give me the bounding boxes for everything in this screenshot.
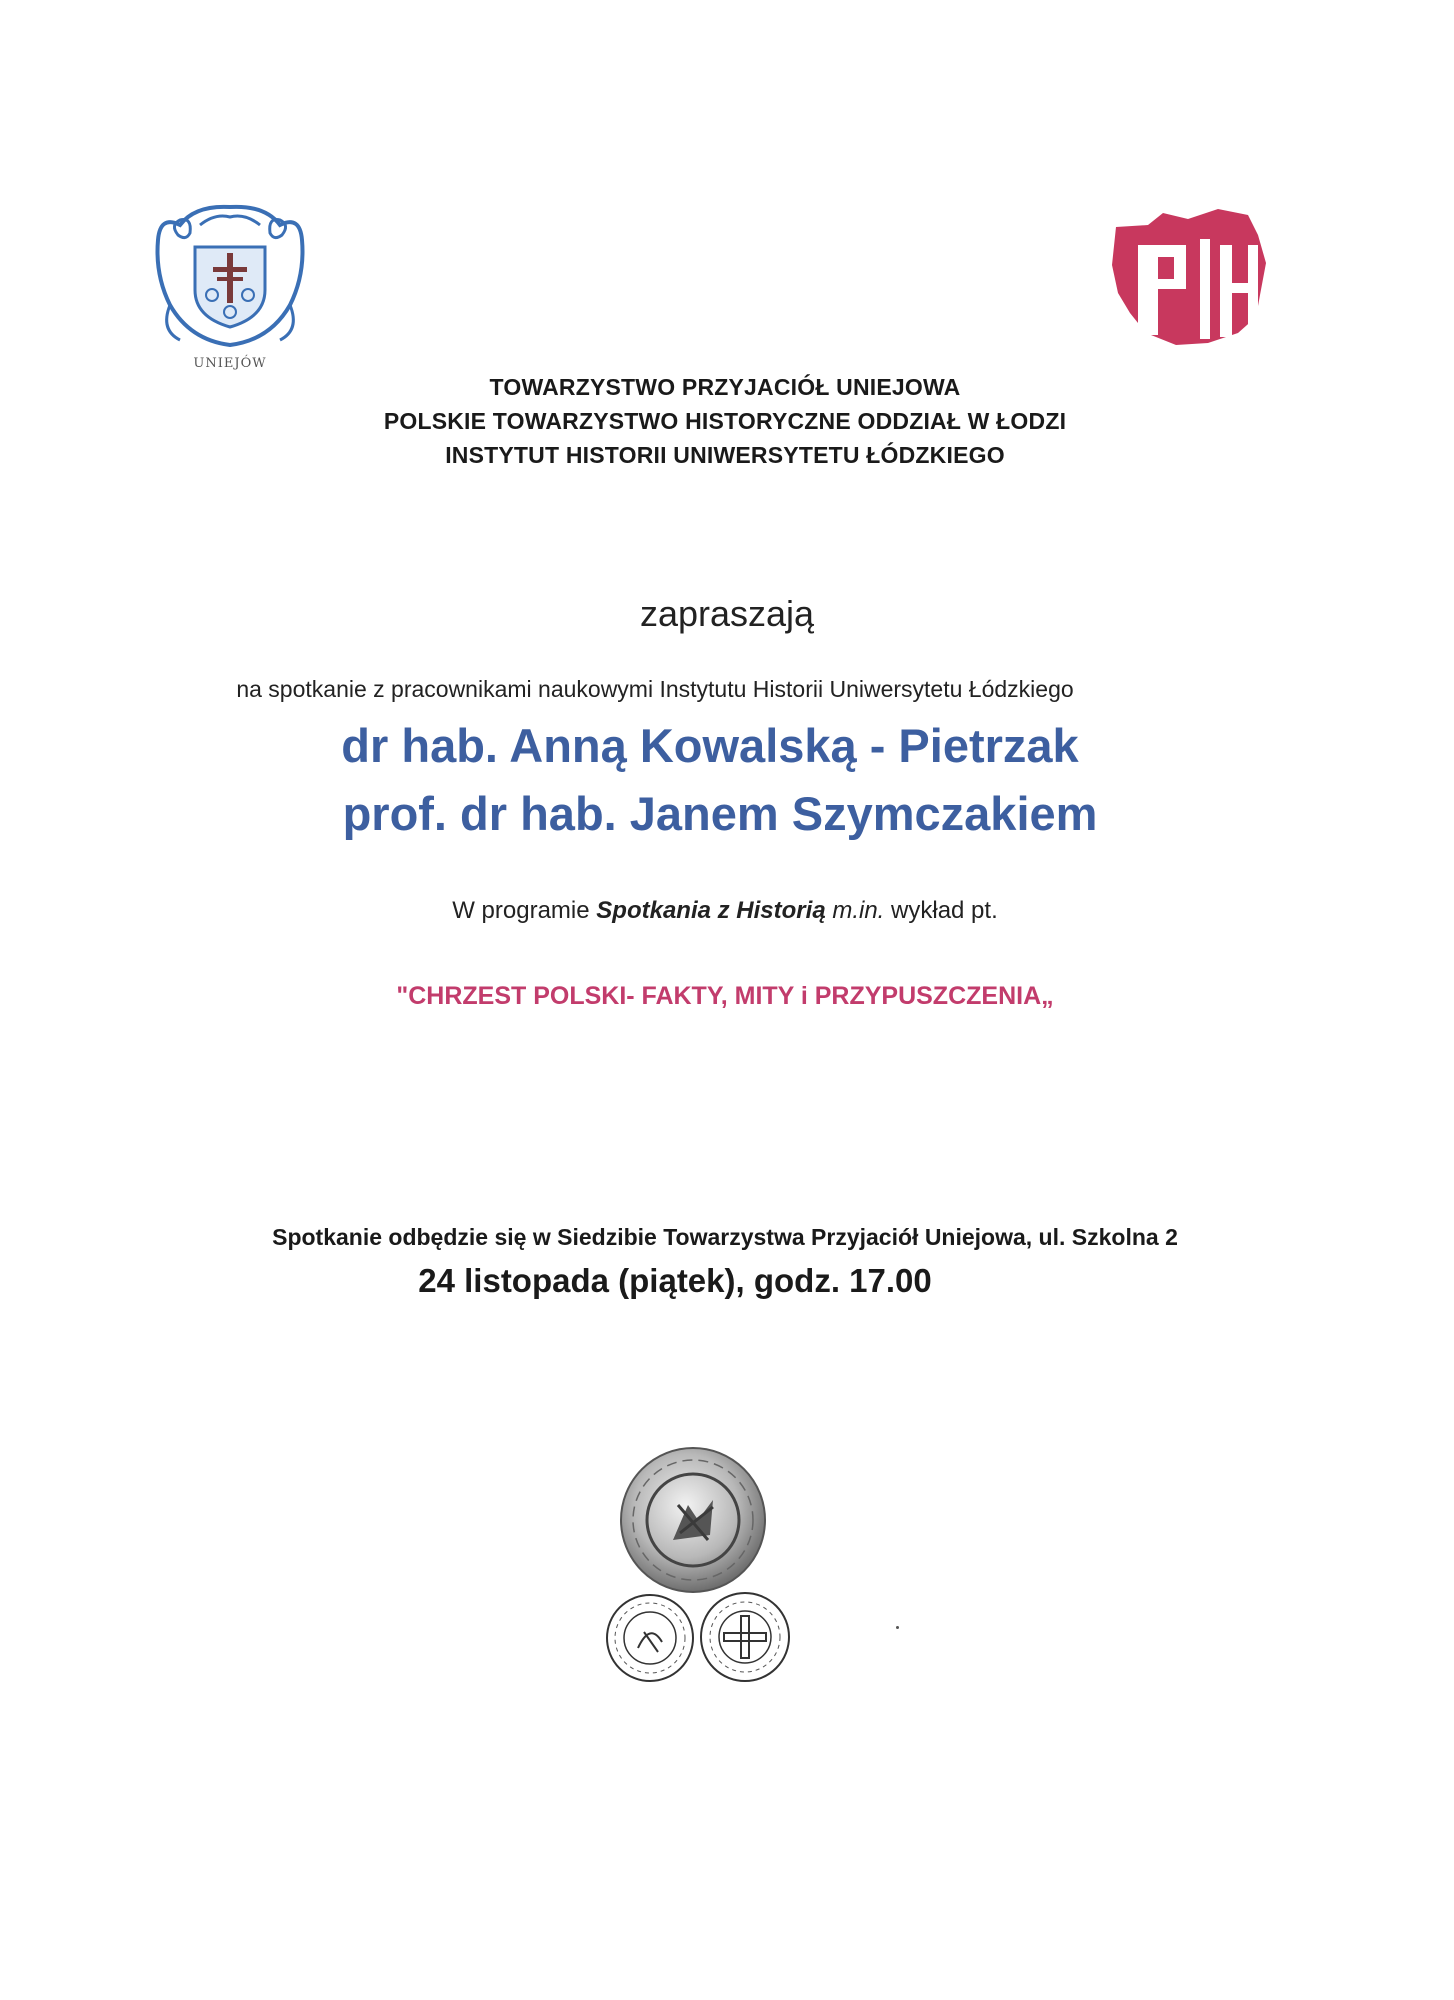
pth-logo-icon [1108, 205, 1273, 355]
coin-drawing-image [698, 1590, 792, 1684]
program-line [300, 897, 1150, 925]
coin-cross-sketch-icon [698, 1590, 792, 1684]
speaker-name: dr hab. Anną Kowalską - Pietrzak [341, 719, 1079, 772]
pth-logo [1108, 205, 1273, 355]
coin-sketch-icon [604, 1592, 696, 1684]
date-line: 24 listopada (piątek), godz. 17.00 [418, 1262, 932, 1299]
scan-speck [896, 1626, 899, 1629]
coin-drawing-image [604, 1592, 696, 1684]
invite-verb: zapraszają [639, 593, 815, 634]
uniejow-caption: UNIEJÓW [193, 356, 267, 371]
program-suffix: wykład pt. [884, 897, 998, 924]
coin-large-image [618, 1445, 768, 1595]
uniejow-logo [150, 195, 310, 375]
program-prefix: W programie [452, 897, 597, 924]
venue-line: Spotkanie odbędzie się w Siedzibie Towarzystwa Przyjaciół Uniejowa, ul. Szkolna 2 [272, 1224, 1178, 1250]
meeting-intro: na spotkanie z pracownikami naukowymi Instytutu Historii Uniwersytetu Łódzkiego [236, 676, 1074, 702]
silver-coin-icon [618, 1445, 768, 1595]
organizers-block [300, 370, 1150, 472]
organizer-line: INSTYTUT HISTORII UNIWERSYTETU ŁÓDZKIEGO [445, 442, 1005, 468]
lecture-title: "CHRZEST POLSKI- FAKTY, MITY i PRZYPUSZCZENIA„ [396, 982, 1054, 1010]
program-series: Spotkania z Historią [596, 897, 826, 924]
program-mid: m.in. [825, 897, 885, 924]
uniejow-crest-icon [150, 195, 310, 375]
speaker-name: prof. dr hab. Janem Szymczakiem [342, 787, 1098, 840]
organizer-line: POLSKIE TOWARZYSTWO HISTORYCZNE ODDZIAŁ W ŁODZI [383, 408, 1067, 434]
organizer-line: TOWARZYSTWO PRZYJACIÓŁ UNIEJOWA [489, 374, 961, 400]
